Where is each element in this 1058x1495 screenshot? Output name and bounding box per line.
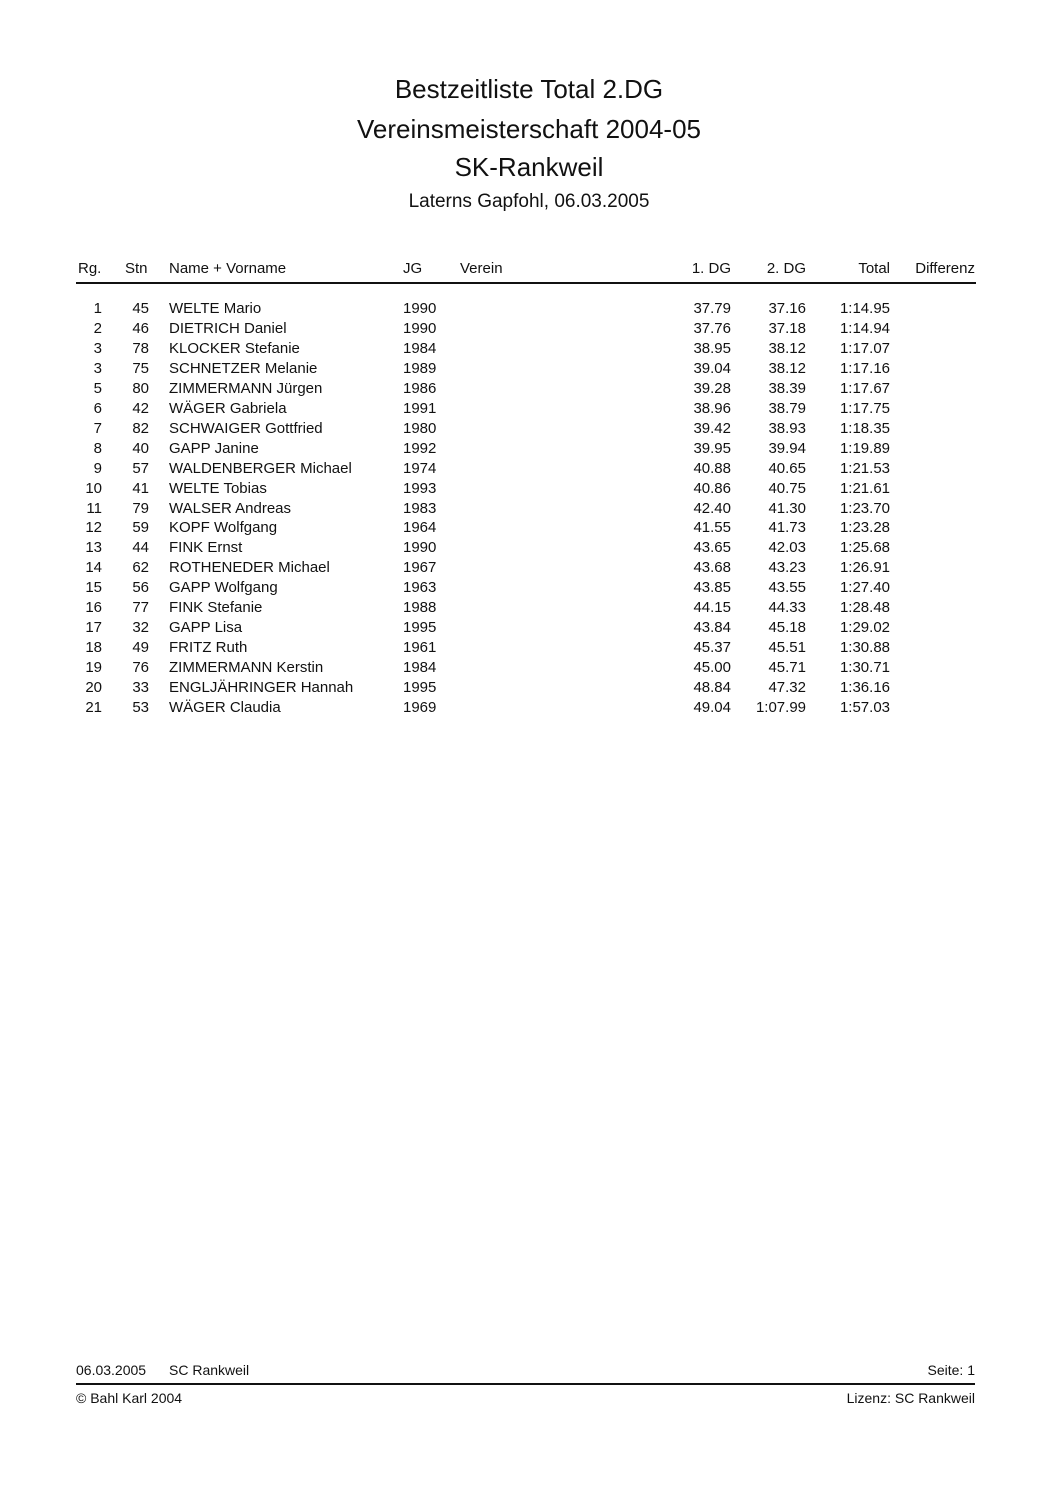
cell-rg: 6: [93, 400, 102, 417]
cell-dg1: 38.96: [693, 400, 731, 417]
cell-stn: 46: [132, 320, 149, 337]
cell-rg: 17: [85, 619, 102, 636]
cell-total: 1:36.16: [839, 679, 890, 696]
cell-name: SCHWAIGER Gottfried: [169, 420, 323, 437]
cell-rg: 11: [86, 500, 102, 517]
cell-stn: 57: [132, 460, 149, 477]
cell-rg: 7: [93, 420, 102, 437]
cell-total: 1:17.16: [839, 360, 890, 377]
cell-jg: 1974: [403, 460, 437, 477]
cell-name: WELTE Tobias: [169, 480, 267, 497]
cell-jg: 1990: [403, 320, 437, 337]
cell-dg2: 45.71: [768, 659, 806, 676]
table-row: [0, 300, 1058, 320]
cell-dg2: 44.33: [768, 599, 806, 616]
cell-dg2: 43.23: [768, 559, 806, 576]
col-header-rg: Rg.: [78, 260, 102, 277]
cell-dg1: 37.76: [693, 320, 731, 337]
cell-name: WALSER Andreas: [169, 500, 291, 517]
table-row: [0, 559, 1058, 579]
table-row: [0, 320, 1058, 340]
table-row: [0, 500, 1058, 520]
footer-bottom: [76, 1390, 975, 1410]
club-name: SK-Rankweil: [454, 152, 604, 182]
cell-name: GAPP Janine: [169, 440, 259, 457]
cell-stn: 77: [132, 599, 149, 616]
cell-dg1: 39.04: [693, 360, 731, 377]
cell-rg: 19: [85, 659, 102, 676]
cell-dg2: 43.55: [768, 579, 806, 596]
cell-stn: 80: [132, 380, 149, 397]
table-row: [0, 579, 1058, 599]
cell-total: 1:14.95: [839, 300, 890, 317]
cell-name: FINK Ernst: [169, 539, 243, 556]
cell-dg2: 47.32: [768, 679, 806, 696]
cell-name: WÄGER Claudia: [169, 699, 281, 716]
cell-stn: 76: [132, 659, 149, 676]
cell-rg: 1: [93, 300, 102, 317]
table-row: [0, 460, 1058, 480]
cell-dg2: 38.39: [768, 380, 806, 397]
cell-jg: 1995: [403, 619, 437, 636]
cell-name: ZIMMERMANN Kerstin: [169, 659, 324, 676]
cell-rg: 21: [85, 699, 102, 716]
cell-dg2: 40.65: [768, 460, 806, 477]
cell-total: 1:30.71: [839, 659, 890, 676]
cell-rg: 8: [93, 440, 102, 457]
table-row: [0, 619, 1058, 639]
cell-name: WALDENBERGER Michael: [169, 460, 352, 477]
cell-name: ZIMMERMANN Jürgen: [169, 380, 323, 397]
cell-rg: 16: [85, 599, 102, 616]
cell-stn: 75: [132, 360, 149, 377]
table-row: [0, 360, 1058, 380]
copyright: © Bahl Karl 2004: [76, 1390, 183, 1406]
cell-jg: 1964: [403, 519, 437, 536]
col-header-jg: JG: [403, 260, 423, 277]
cell-dg2: 40.75: [768, 480, 806, 497]
cell-jg: 1984: [403, 659, 437, 676]
cell-stn: 62: [132, 559, 149, 576]
col-header-name: Name + Vorname: [169, 260, 287, 277]
cell-stn: 49: [132, 639, 149, 656]
cell-dg1: 39.28: [693, 380, 731, 397]
cell-total: 1:23.70: [839, 500, 890, 517]
footer-date: 06.03.2005: [76, 1362, 147, 1378]
col-header-dg2: 2. DG: [766, 260, 806, 277]
cell-dg2: 37.16: [768, 300, 806, 317]
cell-stn: 32: [132, 619, 149, 636]
col-header-verein: Verein: [460, 260, 503, 277]
cell-name: GAPP Lisa: [169, 619, 243, 636]
cell-jg: 1991: [403, 400, 437, 417]
cell-dg1: 44.15: [693, 599, 731, 616]
table-row: [0, 420, 1058, 440]
table-row: [0, 519, 1058, 539]
cell-dg1: 39.42: [693, 420, 731, 437]
page-number: Seite: 1: [927, 1362, 975, 1378]
cell-stn: 79: [132, 500, 149, 517]
cell-dg1: 43.68: [693, 559, 731, 576]
footer-club: SC Rankweil: [169, 1362, 250, 1378]
cell-rg: 9: [93, 460, 102, 477]
cell-stn: 41: [132, 480, 149, 497]
cell-dg2: 38.93: [768, 420, 806, 437]
footer-top: [76, 1362, 975, 1382]
cell-jg: 1992: [403, 440, 437, 457]
cell-rg: 18: [85, 639, 102, 656]
cell-rg: 20: [85, 679, 102, 696]
cell-dg1: 41.55: [693, 519, 731, 536]
table-row: [0, 400, 1058, 420]
cell-jg: 1986: [403, 380, 437, 397]
cell-dg1: 40.88: [693, 460, 731, 477]
cell-jg: 1989: [403, 360, 437, 377]
cell-jg: 1988: [403, 599, 437, 616]
table-row: [0, 539, 1058, 559]
table-header: [0, 260, 1058, 280]
cell-rg: 3: [93, 360, 102, 377]
cell-total: 1:30.88: [839, 639, 890, 656]
cell-dg2: 38.12: [768, 360, 806, 377]
cell-total: 1:23.28: [839, 519, 890, 536]
cell-stn: 44: [132, 539, 149, 556]
cell-name: GAPP Wolfgang: [169, 579, 278, 596]
cell-total: 1:18.35: [839, 420, 890, 437]
cell-name: FRITZ Ruth: [169, 639, 248, 656]
cell-dg1: 38.95: [693, 340, 731, 357]
col-header-dg1: 1. DG: [691, 260, 731, 277]
cell-jg: 1990: [403, 539, 437, 556]
table-row: [0, 639, 1058, 659]
cell-total: 1:19.89: [839, 440, 890, 457]
cell-dg2: 38.12: [768, 340, 806, 357]
cell-dg1: 43.85: [693, 579, 731, 596]
cell-total: 1:28.48: [839, 599, 890, 616]
cell-dg2: 41.73: [768, 519, 806, 536]
cell-name: WÄGER Gabriela: [169, 400, 287, 417]
cell-name: DIETRICH Daniel: [169, 320, 287, 337]
cell-rg: 5: [93, 380, 102, 397]
cell-total: 1:14.94: [839, 320, 890, 337]
cell-total: 1:21.61: [839, 480, 890, 497]
col-header-total: Total: [858, 260, 890, 277]
cell-stn: 59: [132, 519, 149, 536]
table-row: [0, 440, 1058, 460]
cell-stn: 42: [132, 400, 149, 417]
cell-name: ENGLJÄHRINGER Hannah: [169, 679, 354, 696]
cell-stn: 82: [132, 420, 149, 437]
table-row: [0, 679, 1058, 699]
cell-dg1: 49.04: [693, 699, 731, 716]
cell-dg1: 39.95: [693, 440, 731, 457]
cell-name: WELTE Mario: [169, 300, 262, 317]
cell-jg: 1993: [403, 480, 437, 497]
cell-jg: 1961: [403, 639, 437, 656]
page-title: Bestzeitliste Total 2.DG: [394, 74, 664, 104]
cell-dg2: 45.18: [768, 619, 806, 636]
cell-rg: 15: [85, 579, 102, 596]
table-row: [0, 480, 1058, 500]
cell-jg: 1995: [403, 679, 437, 696]
cell-total: 1:17.75: [839, 400, 890, 417]
table-row: [0, 659, 1058, 679]
cell-dg2: 38.79: [768, 400, 806, 417]
cell-dg1: 40.86: [693, 480, 731, 497]
cell-total: 1:17.07: [839, 340, 890, 357]
cell-jg: 1963: [403, 579, 437, 596]
footer-divider: [76, 1383, 975, 1385]
col-header-stn: Stn: [125, 260, 148, 277]
cell-name: ROTHENEDER Michael: [169, 559, 330, 576]
cell-jg: 1967: [403, 559, 437, 576]
table-row: [0, 599, 1058, 619]
cell-total: 1:17.67: [839, 380, 890, 397]
cell-dg2: 39.94: [768, 440, 806, 457]
cell-total: 1:27.40: [839, 579, 890, 596]
license: Lizenz: SC Rankweil: [846, 1390, 975, 1406]
cell-dg1: 43.65: [693, 539, 731, 556]
cell-name: KLOCKER Stefanie: [169, 340, 300, 357]
cell-total: 1:21.53: [839, 460, 890, 477]
header-divider: [76, 282, 976, 284]
cell-stn: 53: [132, 699, 149, 716]
cell-rg: 2: [93, 320, 102, 337]
cell-stn: 40: [132, 440, 149, 457]
cell-dg1: 48.84: [693, 679, 731, 696]
location-date: Laterns Gapfohl, 06.03.2005: [408, 191, 650, 212]
cell-dg1: 37.79: [693, 300, 731, 317]
cell-dg2: 1:07.99: [755, 699, 806, 716]
cell-rg: 3: [93, 340, 102, 357]
cell-dg1: 45.37: [693, 639, 731, 656]
cell-name: FINK Stefanie: [169, 599, 263, 616]
cell-total: 1:29.02: [839, 619, 890, 636]
col-header-diff: Differenz: [915, 260, 975, 277]
cell-stn: 78: [132, 340, 149, 357]
cell-total: 1:25.68: [839, 539, 890, 556]
cell-rg: 12: [85, 519, 102, 536]
table-row: [0, 699, 1058, 719]
cell-name: SCHNETZER Melanie: [169, 360, 318, 377]
cell-rg: 10: [85, 480, 102, 497]
cell-dg1: 42.40: [693, 500, 731, 517]
table-row: [0, 380, 1058, 400]
cell-name: KOPF Wolfgang: [169, 519, 278, 536]
cell-stn: 33: [132, 679, 149, 696]
cell-jg: 1990: [403, 300, 437, 317]
cell-dg2: 37.18: [768, 320, 806, 337]
cell-jg: 1969: [403, 699, 437, 716]
event-subtitle: Vereinsmeisterschaft 2004-05: [357, 114, 701, 144]
cell-total: 1:57.03: [839, 699, 890, 716]
cell-jg: 1983: [403, 500, 437, 517]
cell-jg: 1980: [403, 420, 437, 437]
cell-total: 1:26.91: [839, 559, 890, 576]
cell-dg1: 43.84: [693, 619, 731, 636]
cell-dg2: 42.03: [768, 539, 806, 556]
cell-stn: 45: [132, 300, 149, 317]
cell-stn: 56: [132, 579, 149, 596]
cell-rg: 13: [85, 539, 102, 556]
cell-dg2: 41.30: [768, 500, 806, 517]
cell-dg2: 45.51: [768, 639, 806, 656]
cell-dg1: 45.00: [693, 659, 731, 676]
cell-rg: 14: [85, 559, 102, 576]
table-row: [0, 340, 1058, 360]
cell-jg: 1984: [403, 340, 437, 357]
